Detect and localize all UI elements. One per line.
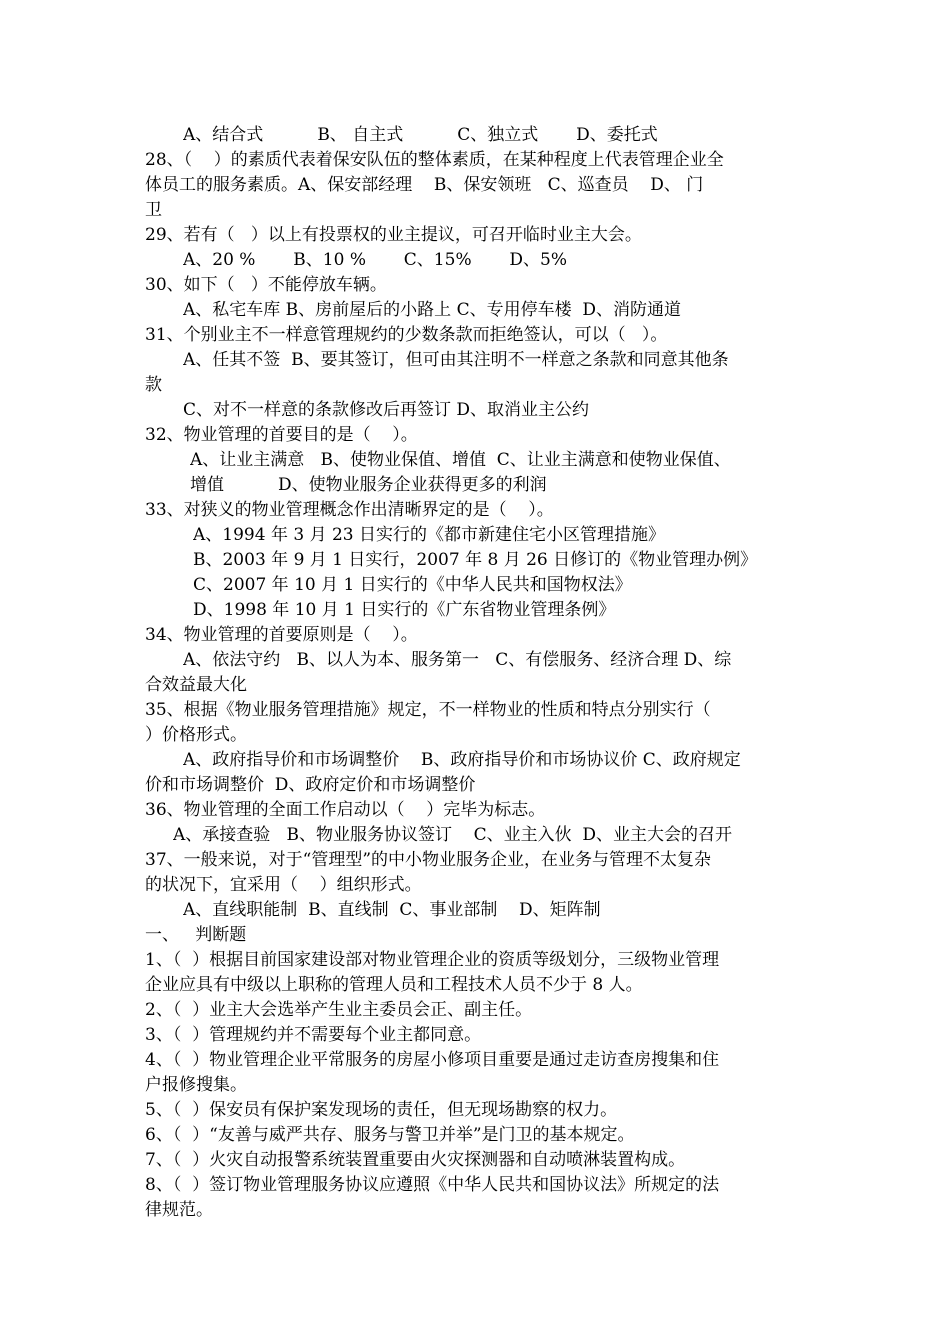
q31-options: A、任其不签 B、要其签订，但可由其注明不一样意之条款和同意其他条 bbox=[183, 350, 729, 370]
tf-4: 4、（ ）物业管理企业平常服务的房屋小修项目重要是通过走访查房搜集和住 bbox=[145, 1050, 720, 1070]
tf-4-cont: 户报修搜集。 bbox=[145, 1075, 247, 1095]
q31-text: 31、个别业主不一样意管理规约的少数条款而拒绝签认，可以（ ）。 bbox=[145, 325, 668, 345]
tf-2: 2、（ ）业主大会选举产生业主委员会正、副主任。 bbox=[145, 1000, 533, 1020]
tf-6: 6、（ ）“友善与威严共存、服务与警卫并举”是门卫的基本规定。 bbox=[145, 1125, 635, 1145]
q30-options: A、私宅车库 B、房前屋后的小路上 C、专用停车楼 D、消防通道 bbox=[183, 300, 682, 320]
q28-text-cont: 体员工的服务素质。A、保安部经理 B、保安领班 C、巡查员 D、 门 bbox=[145, 175, 704, 195]
q29-options: A、20 % B、10 % C、15% D、5% bbox=[183, 250, 568, 270]
q33-option-a: A、1994 年 3 月 23 日实行的《都市新建住宅小区管理措施》 bbox=[193, 525, 666, 545]
q35-text: 35、根据《物业服务管理措施》规定，不一样物业的性质和特点分别实行（ bbox=[145, 700, 711, 720]
q37-options: A、直线职能制 B、直线制 C、事业部制 D、矩阵制 bbox=[183, 900, 601, 920]
q33-option-d: D、1998 年 10 月 1 日实行的《广东省物业管理条例》 bbox=[193, 600, 616, 620]
q31-options-2: C、对不一样意的条款修改后再签订 D、取消业主公约 bbox=[183, 400, 590, 420]
q36-text: 36、物业管理的全面工作启动以（ ）完毕为标志。 bbox=[145, 800, 546, 820]
q27-options: A、结合式 B、 自主式 C、独立式 D、委托式 bbox=[183, 125, 658, 145]
q28-text-end: 卫 bbox=[145, 200, 162, 220]
q33-option-c: C、2007 年 10 月 1 日实行的《中华人民共和国物权法》 bbox=[193, 575, 632, 595]
q36-options: A、承接查验 B、物业服务协议签订 C、业主入伙 D、业主大会的召开 bbox=[173, 825, 733, 845]
q30-text: 30、如下（ ）不能停放车辆。 bbox=[145, 275, 387, 295]
q35-options-cont: 价和市场调整价 D、政府定价和市场调整价 bbox=[145, 775, 476, 795]
q35-options: A、政府指导价和市场调整价 B、政府指导价和市场协议价 C、政府规定 bbox=[183, 750, 741, 770]
tf-5: 5、（ ）保安员有保护案发现场的责任，但无现场勘察的权力。 bbox=[145, 1100, 618, 1120]
tf-1-cont: 企业应具有中级以上职称的管理人员和工程技术人员不少于 8 人。 bbox=[145, 975, 643, 995]
q32-options-cont: 增值 D、使物业服务企业获得更多的利润 bbox=[190, 475, 547, 495]
tf-1: 1、（ ）根据目前国家建设部对物业管理企业的资质等级划分，三级物业管理 bbox=[145, 950, 720, 970]
tf-8-cont: 律规范。 bbox=[145, 1200, 213, 1220]
q29-text: 29、若有（ ）以上有投票权的业主提议，可召开临时业主大会。 bbox=[145, 225, 642, 245]
q31-options-cont: 款 bbox=[145, 375, 162, 395]
q33-option-b: B、2003 年 9 月 1 日实行，2007 年 8 月 26 日修订的《物业管理办例》 bbox=[193, 550, 758, 570]
q37-text-cont: 的状况下，宜采用（ ）组织形式。 bbox=[145, 875, 422, 895]
q35-text-cont: ）价格形式。 bbox=[145, 725, 247, 745]
q34-text: 34、物业管理的首要原则是（ ）。 bbox=[145, 625, 418, 645]
q32-options: A、让业主满意 B、使物业保值、增值 C、让业主满意和使物业保值、 bbox=[190, 450, 731, 470]
tf-3: 3、（ ）管理规约并不需要每个业主都同意。 bbox=[145, 1025, 482, 1045]
q28-text: 28、（ ）的素质代表着保安队伍的整体素质，在某种程度上代表管理企业全 bbox=[145, 150, 724, 170]
tf-8: 8、（ ）签订物业管理服务协议应遵照《中华人民共和国协议法》所规定的法 bbox=[145, 1175, 720, 1195]
q34-options-cont: 合效益最大化 bbox=[145, 675, 247, 695]
section-heading-judgement: 一、 判断题 bbox=[145, 925, 247, 945]
q37-text: 37、一般来说，对于“管理型”的中小物业服务企业，在业务与管理不太复杂 bbox=[145, 850, 712, 870]
q34-options: A、依法守约 B、以人为本、服务第一 C、有偿服务、经济合理 D、综 bbox=[183, 650, 732, 670]
q32-text: 32、物业管理的首要目的是（ ）。 bbox=[145, 425, 418, 445]
q33-text: 33、对狭义的物业管理概念作出清晰界定的是（ ）。 bbox=[145, 500, 554, 520]
tf-7: 7、（ ）火灾自动报警系统装置重要由火灾探测器和自动喷淋装置构成。 bbox=[145, 1150, 686, 1170]
